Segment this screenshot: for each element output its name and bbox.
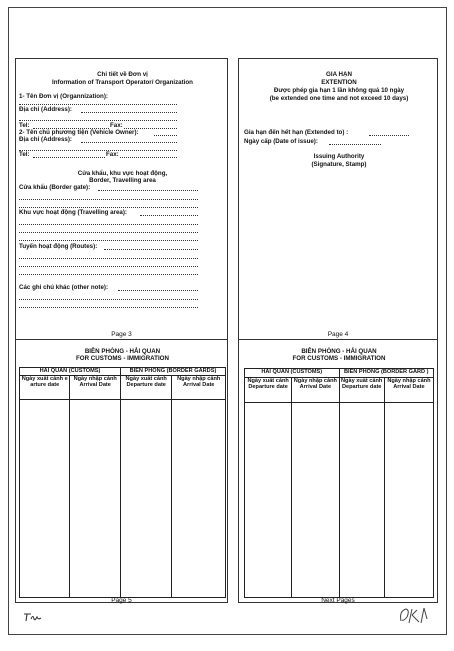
initials-right-mark — [397, 605, 431, 627]
customs-departure-header: Ngày xuất cảnh Departure date — [245, 378, 292, 403]
date-of-issue-line[interactable] — [329, 144, 381, 145]
border-group-header: BIÊN PHÒNG (BORDER GARDS) — [120, 368, 225, 376]
date-of-issue-label: Ngày cấp (Date of issue): — [244, 138, 318, 145]
border-section-title-vn: Cửa khẩu, khu vực hoạt động, — [77, 170, 168, 177]
fax-label-2: Fax: — [106, 151, 119, 158]
page-4-number: Page 4 — [327, 331, 349, 338]
page-5-table — [19, 367, 226, 598]
border-gate-line-2[interactable] — [19, 199, 198, 200]
page-4-subtitle-vn: Được phép gia hạn 1 lần không quá 10 ngày — [273, 87, 405, 94]
customs-arrival-header: Ngày nhập cảnh Arrival Date — [292, 378, 339, 403]
border-arrival-cell[interactable] — [384, 403, 433, 598]
border-departure-cell[interactable] — [120, 400, 172, 598]
page-4-title-en: EXTENTION — [321, 79, 357, 86]
page-5-title-1: BIÊN PHÒNG - HẢI QUAN — [84, 348, 161, 355]
page-5-number: Page 5 — [111, 597, 132, 604]
next-pages-panel — [238, 339, 438, 603]
routes-line-1[interactable] — [104, 249, 198, 250]
customs-departure-cell[interactable] — [20, 400, 70, 598]
other-note-line-2[interactable] — [19, 299, 198, 300]
address-label-1: Địa chỉ (Address): — [19, 106, 72, 113]
next-pages-title-1: BIÊN PHÒNG - HẢI QUAN — [301, 348, 377, 355]
travelling-area-label: Khu vực hoạt động (Travelling area): — [19, 209, 127, 216]
organization-label: 1- Tên Đơn vị (Organnization): — [19, 93, 108, 100]
extended-to-label: Gia hạn đến hết hạn (Extended to) : — [244, 129, 349, 136]
vehicle-owner-line[interactable] — [154, 135, 177, 136]
address-line-2[interactable] — [81, 142, 177, 143]
routes-line-2[interactable] — [19, 258, 198, 259]
customs-group-header: HẢI QUAN (CUSTOMS) — [20, 368, 121, 376]
address-line-2b[interactable] — [19, 150, 177, 151]
border-gate-line-1[interactable] — [98, 190, 198, 191]
page-5-panel — [15, 339, 228, 603]
next-pages-number: Next Pages — [321, 597, 355, 604]
customs-departure-header: Ngày xuất cảnh e arture date — [20, 376, 70, 400]
tel-label-1: Tel: — [19, 122, 30, 129]
routes-label: Tuyến hoạt động (Routes): — [19, 243, 98, 250]
page-3-panel — [15, 58, 228, 340]
next-pages-table — [244, 368, 434, 598]
fax-line-2[interactable] — [120, 157, 177, 158]
tel-line-2[interactable] — [33, 157, 105, 158]
signature-stamp: (Signature, Stamp) — [311, 161, 367, 168]
customs-arrival-cell[interactable] — [292, 403, 339, 598]
customs-arrival-header: Ngày nhập cảnh Arrival Date — [70, 376, 120, 400]
page-3-title-vn: Chi tiết về Đơn vị — [97, 71, 148, 78]
page-3-title-en: Information of Transport Operator/ Organization — [52, 79, 193, 86]
other-note-line-3[interactable] — [19, 307, 198, 308]
issuing-authority: Issuing Authority — [313, 153, 365, 160]
fax-label-1: Fax: — [110, 122, 123, 129]
tel-label-2: Tel: — [19, 151, 30, 158]
border-section-title-en: Border, Travelling area — [89, 177, 156, 184]
customs-group-header: HẢI QUAN (CUSTOMS) — [245, 369, 340, 378]
initials-left-mark — [22, 611, 44, 623]
border-group-header: BIÊN PHÒNG (BORDER GARD ) — [339, 369, 434, 378]
page-5-title-2: FOR CUSTOMS - IMMIGRATION — [76, 355, 169, 362]
border-gate-line-3[interactable] — [19, 207, 198, 208]
page-3-number: Page 3 — [111, 331, 132, 338]
page-4-subtitle-en: (be extended one time and not exceed 10 days) — [269, 95, 409, 102]
border-departure-header: Ngày xuất cảnh Departure date — [120, 376, 172, 400]
border-gate-label: Cửa khẩu (Border gate): — [19, 184, 91, 191]
border-arrival-header: Ngày nhập cảnh Arrival Date — [172, 376, 226, 400]
organization-line[interactable] — [19, 104, 177, 105]
customs-departure-cell[interactable] — [245, 403, 292, 598]
extended-to-line[interactable] — [369, 135, 409, 136]
border-departure-cell[interactable] — [339, 403, 384, 598]
routes-line-3[interactable] — [19, 266, 198, 267]
next-pages-title-2: FOR CUSTOMS - IMMIGRATION — [292, 355, 386, 362]
address-line-1b[interactable] — [19, 120, 177, 121]
travelling-area-line-4[interactable] — [19, 240, 198, 241]
other-note-line-1[interactable] — [118, 290, 198, 291]
customs-arrival-cell[interactable] — [70, 400, 120, 598]
border-departure-header: Ngày xuất cảnh Departure date — [339, 378, 384, 403]
routes-line-4[interactable] — [19, 274, 198, 275]
border-arrival-header: Ngày nhập cảnh Arrival Date — [384, 378, 433, 403]
travelling-area-line-3[interactable] — [19, 232, 198, 233]
page-4-title-vn: GIA HẠN — [326, 71, 352, 78]
address-line-1[interactable] — [81, 112, 177, 113]
page-4-panel — [238, 58, 438, 340]
travelling-area-line-1[interactable] — [140, 215, 198, 216]
address-label-2: Địa chỉ (Address): — [19, 136, 72, 143]
border-arrival-cell[interactable] — [172, 400, 226, 598]
travelling-area-line-2[interactable] — [19, 224, 198, 225]
other-note-label: Các ghi chú khác (other note): — [19, 284, 109, 291]
vehicle-owner-label: 2- Tên chủ phương tiện (Vehicle Owner): — [19, 129, 139, 136]
